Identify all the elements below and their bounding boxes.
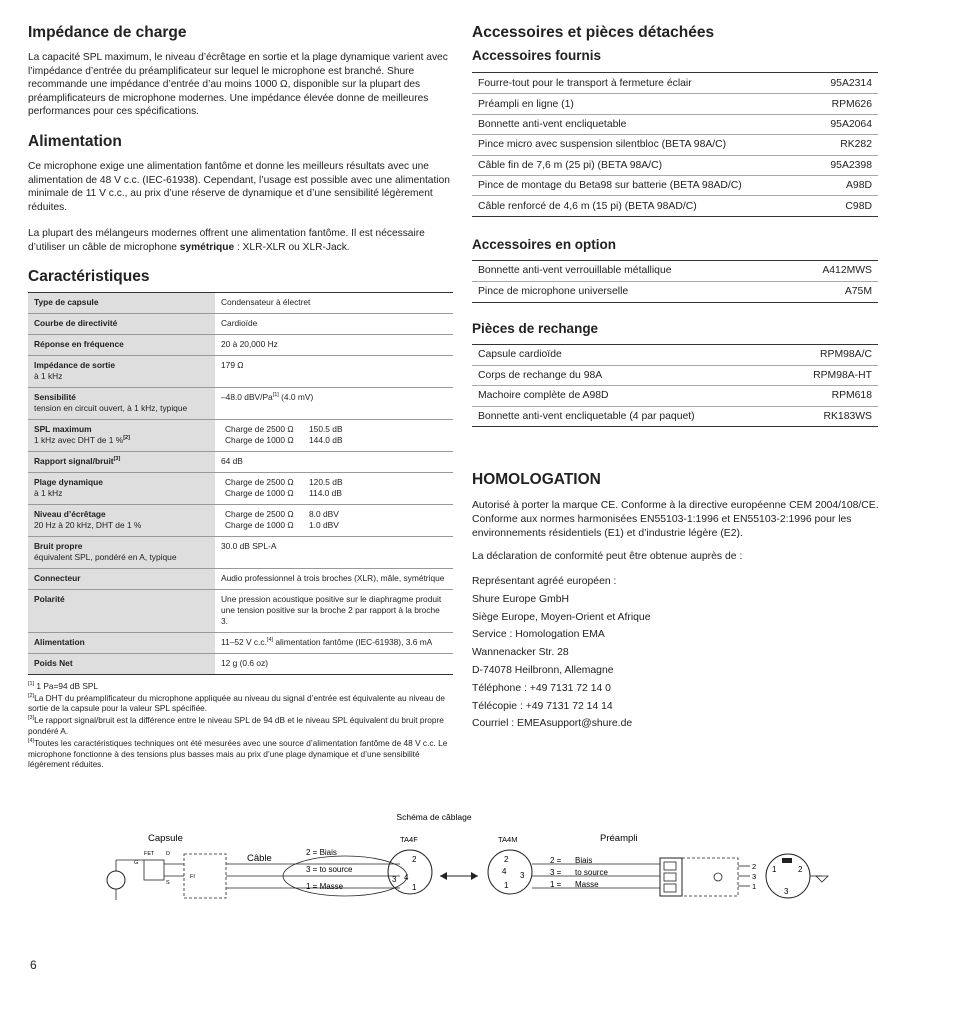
right-column [472, 24, 897, 733]
contact-block [472, 573, 897, 733]
contact-line: Représentant agréé européen : [472, 576, 617, 588]
optional-heading: Accessoires en option [472, 236, 617, 252]
item-name: Câble fin de 7,6 m (25 pi) (BETA 98A/C) [478, 159, 663, 171]
capsule-label: Capsule [148, 833, 183, 844]
specs-heading: Caractéristiques [28, 267, 150, 285]
power-text-2: La plupart des mélangeurs modernes offrent une alimentation fantôme. Il est nécessaire d’utiliser un câble de microphone symétrique : XLR-XLR ou XLR-Jack. [28, 228, 425, 253]
table-row: Courbe de directivité Cardioïde [28, 313, 453, 334]
power-text-1: Ce microphone exige une alimentation fantôme et donne les meilleurs résultats avec une alimentation de 48 V c.c. (IEC-61938). Cependant, l’usage est possible avec une alimentation minimale de 11 V c.c., au prix d’une réserve de dynamique et d’une sensibilité légèrement réduites. [28, 160, 450, 213]
impedance-text: La capacité SPL maximum, le niveau d’écrêtage en sortie et la plage dynamique varient avec l’impédance d’entrée du préamplificateur sur lequel le microphone est branché. Shure recommande une impédance d’entrée d’au moins 1000 Ω, disponible sur la plupart des préamplificateurs de microphone modernes. Une impédance élevée donne de meilleures performances pour ces spécifications. [28, 52, 448, 118]
capsule-symbol [107, 871, 125, 889]
svg-text:3: 3 [520, 871, 525, 880]
item-code: RPM98A/C [820, 349, 872, 361]
list-item [472, 155, 878, 175]
table-row: Type de capsule Condensateur à électret [28, 292, 453, 313]
list-item [472, 365, 878, 385]
table-row: Alimentation 11–52 V c.c.[4] alimentation fantôme (IEC-61938), 3.6 mA [28, 632, 453, 653]
contact-line: Service : Homologation EMA [472, 629, 605, 641]
wiring-diagram [100, 808, 840, 918]
svg-text:4: 4 [502, 867, 507, 876]
contact-line: Téléphone : +49 7131 72 14 0 [472, 682, 611, 694]
svg-text:1: 1 [752, 882, 757, 891]
item-code: RK282 [840, 139, 872, 151]
svg-text:D: D [166, 851, 170, 857]
svg-text:Biais: Biais [575, 856, 593, 865]
list-item [472, 93, 878, 113]
svg-text:2: 2 [798, 865, 803, 874]
item-name: Câble renforcé de 4,6 m (15 pi) (BETA 98AD/C) [478, 200, 697, 212]
item-code: A98D [846, 180, 872, 192]
ta4f-connector [388, 850, 432, 894]
contact-line: Shure Europe GmbH [472, 593, 570, 605]
list-item [472, 114, 878, 134]
svg-text:2 =: 2 = [550, 856, 562, 865]
item-code: RK183WS [823, 410, 872, 422]
table-row: Rapport signal/bruit[3] 64 dB [28, 451, 453, 472]
preamp-terminals [660, 858, 682, 896]
specs-table [28, 292, 453, 675]
item-name: Pince de microphone universelle [478, 286, 629, 298]
svg-text:2: 2 [412, 855, 417, 864]
svg-text:to source: to source [575, 868, 608, 877]
impedance-heading: Impédance de charge [28, 24, 187, 41]
item-name: Pince de montage du Beta98 sur batterie (BETA 98AD/C) [478, 180, 742, 192]
list-item [472, 385, 878, 405]
preamp-label: Préampli [600, 833, 638, 844]
item-code: RPM626 [831, 98, 872, 110]
item-name: Bonnette anti-vent encliquetable [478, 118, 627, 130]
footnote-1: [1] 1 Pa=94 dB SPL [28, 680, 99, 691]
cable-label: Câble [247, 853, 272, 864]
homologation-section [472, 471, 897, 733]
page-number: 6 [30, 958, 37, 972]
list-item [472, 195, 878, 215]
svg-text:2 = Biais: 2 = Biais [306, 848, 337, 857]
table-row: Niveau d’écrêtage 20 Hz à 20 kHz, DHT de 1 % Charge de 2500 Ω 8.0 dBV Charge de 1000 Ω 1.0 dBV [28, 504, 453, 536]
table-row: Connecteur Audio professionnel à trois broches (XLR), mâle, symétrique [28, 568, 453, 589]
spares-heading: Pièces de rechange [472, 320, 599, 336]
item-code: 95A2064 [830, 118, 872, 130]
contact-line: Wannenacker Str. 28 [472, 647, 569, 659]
ta4m-label: TA4M [498, 835, 518, 844]
supplied-list [472, 72, 878, 217]
list-item [472, 345, 878, 365]
item-code: 95A2314 [830, 77, 872, 89]
svg-text:1 = Masse: 1 = Masse [306, 882, 344, 891]
contact-line: Courriel : EMEAsupport@shure.de [472, 718, 633, 730]
table-row: Plage dynamique à 1 kHz Charge de 2500 Ω 120.5 dB Charge de 1000 Ω 114.0 dB [28, 472, 453, 504]
svg-text:3: 3 [392, 875, 397, 884]
contact-line: Siège Europe, Moyen-Orient et Afrique [472, 611, 651, 623]
supplied-heading: Accessoires fournis [472, 48, 602, 63]
svg-text:2: 2 [504, 855, 509, 864]
table-row: Polarité Une pression acoustique positive sur le diaphragme produit une tension positive sur la broche 2 par rapport à la broche 3. [28, 589, 453, 632]
item-code: 95A2398 [830, 159, 872, 171]
table-row: Impédance de sortie à 1 kHz 179 Ω [28, 355, 453, 387]
table-row: Réponse en fréquence 20 à 20,000 Hz [28, 334, 453, 355]
footnote-3: [3]Le rapport signal/bruit est la différence entre le niveau SPL de 94 dB et le niveau SPL équivalent du bruit propre pondéré A. [28, 715, 444, 736]
ta4m-connector [488, 850, 532, 894]
list-item [472, 406, 878, 426]
item-name: Corps de rechange du 98A [478, 370, 603, 382]
item-code: RPM618 [831, 390, 872, 402]
homologation-heading: HOMOLOGATION [472, 471, 601, 489]
list-item [472, 73, 878, 93]
table-row: Sensibilité tension en circuit ouvert, à 1 kHz, typique –48.0 dBV/Pa[1] (4.0 mV) [28, 387, 453, 419]
svg-text:1: 1 [504, 881, 509, 890]
footnote-4: [4]Toutes les caractéristiques techniques ont été mesurées avec une source d’alimentation fantôme de 48 V c.c. Le microphone fonctionne à des tensions plus basses mais au prix d’une plage dynamique et d’une sensibilité légèrement réduites. [28, 738, 448, 770]
table-row: SPL maximum 1 kHz avec DHT de 1 %[2] Charge de 2500 Ω 150.5 dB Charge de 1000 Ω 144.0 dB [28, 419, 453, 451]
svg-text:3 =: 3 = [550, 868, 562, 877]
svg-text:1: 1 [412, 883, 417, 892]
item-name: Capsule cardioïde [478, 349, 562, 361]
list-item [472, 281, 878, 301]
preamp-box [682, 858, 738, 896]
svg-text:4: 4 [404, 873, 409, 882]
left-column [28, 24, 453, 771]
svg-text:G: G [134, 860, 139, 866]
fet-symbol [144, 860, 164, 880]
accessories-heading: Accessoires et pièces détachées [472, 24, 715, 41]
homologation-text: Autorisé à porter la marque CE. Conforme à la directive européenne CEM 2004/108/CE. Conforme aux normes harmonisées EN55103-1:1996 et EN55103-2:1996 pour les environnements résidentiels (E1) et d’industrie légère (E2). [472, 500, 879, 539]
table-row: Poids Net 12 g (0.6 oz) [28, 653, 453, 674]
svg-text:3 = to source: 3 = to source [306, 865, 353, 874]
item-code: C98D [845, 200, 872, 212]
list-item [472, 261, 878, 281]
item-name: Machoire complète de A98D [478, 390, 609, 402]
optional-list [472, 260, 878, 303]
item-name: Bonnette anti-vent verrouillable métallique [478, 265, 672, 277]
svg-text:1 =: 1 = [550, 880, 562, 889]
table-row: Bruit propre équivalent SPL, pondéré en A, typique 30.0 dB SPL-A [28, 536, 453, 568]
svg-text:3: 3 [784, 887, 789, 896]
svg-text:3: 3 [752, 872, 757, 881]
item-name: Pince micro avec suspension silentbloc (BETA 98A/C) [478, 139, 727, 151]
list-item [472, 134, 878, 154]
power-heading: Alimentation [28, 132, 122, 150]
svg-text:S: S [166, 880, 170, 886]
declaration-text: La déclaration de conformité peut être obtenue auprès de : [472, 551, 743, 563]
item-name: Préampli en ligne (1) [478, 98, 574, 110]
svg-text:Masse: Masse [575, 880, 599, 889]
footnote-2: [2]La DHT du préamplificateur du microphone appliquée au niveau du signal d’entrée est équivalente au niveau de sortie de la capsule pour la valeur SPL spécifiée. [28, 692, 445, 714]
item-code: A412MWS [822, 265, 872, 277]
svg-text:FET: FET [144, 851, 155, 857]
svg-text:2: 2 [752, 862, 757, 871]
item-name: Bonnette anti-vent encliquetable (4 par paquet) [478, 410, 695, 422]
contact-line: Télécopie : +49 7131 72 14 14 [472, 700, 613, 712]
diagram-title: Schéma de câblage [396, 812, 472, 822]
spares-list [472, 344, 878, 428]
item-code: A75M [844, 286, 872, 298]
contact-line: D-74078 Heilbronn, Allemagne [472, 665, 614, 677]
list-item [472, 175, 878, 195]
ta4f-label: TA4F [400, 835, 418, 844]
svg-text:1: 1 [772, 865, 777, 874]
item-name: Fourre-tout pour le transport à fermeture éclair [478, 77, 692, 89]
footnotes [28, 681, 453, 770]
item-code: RPM98A-HT [813, 370, 872, 382]
wiring-diagram-svg [100, 808, 840, 918]
svg-text:FI: FI [190, 874, 195, 880]
